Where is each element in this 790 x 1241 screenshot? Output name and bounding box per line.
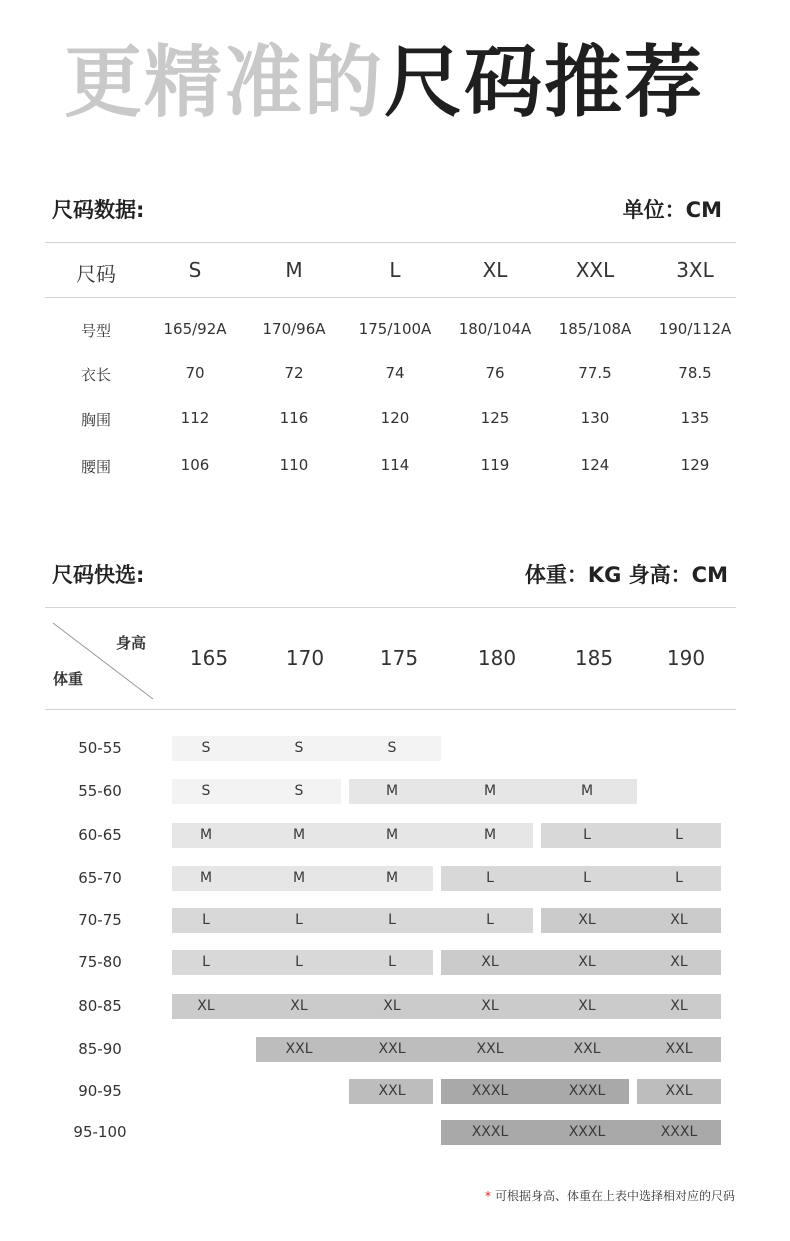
size-cell-label: XXXL [471, 1083, 509, 1099]
size-cell-label: XXXL [660, 1124, 698, 1140]
size-row-label: 号型 [80, 322, 112, 340]
corner-height-label: 身高 [116, 634, 147, 652]
size-cell-label: M [385, 827, 399, 843]
height-header-165: 165 [189, 646, 229, 670]
size-row-label: 衣长 [80, 366, 112, 384]
size-cell-label: L [675, 827, 683, 843]
size-cell-label: L [202, 912, 210, 928]
size-cell-label: L [583, 870, 591, 886]
weight-range-label: 60-65 [78, 826, 122, 844]
size-cell-label: XL [481, 998, 499, 1014]
page-title [64, 38, 704, 128]
footnote-star: * [484, 1189, 491, 1203]
size-cell-label: M [483, 827, 497, 843]
size-table-cell: 114 [380, 456, 410, 474]
size-cell-label: S [387, 740, 397, 756]
size-cell-label: M [483, 783, 497, 799]
size-cell-label: XXL [476, 1041, 504, 1057]
size-header-3xl: 3XL [676, 258, 714, 282]
size-cell-label: L [388, 912, 396, 928]
size-cell-label: XXL [665, 1083, 693, 1099]
size-table-cell: 72 [284, 364, 304, 382]
title-light: 更精准的 [64, 38, 385, 128]
size-table-cell: 76 [485, 364, 505, 382]
height-header-175: 175 [379, 646, 419, 670]
size-cell-label: XXXL [568, 1083, 606, 1099]
size-header-s: S [188, 258, 202, 282]
divider [45, 607, 736, 608]
size-cell-label: L [486, 912, 494, 928]
size-cell-label: XL [383, 998, 401, 1014]
size-table-cell: 120 [380, 409, 410, 427]
size-bar-s [172, 779, 341, 804]
size-table-cell: 116 [279, 409, 309, 427]
size-data-unit: 单位：CM [622, 198, 722, 222]
size-bar-l [541, 823, 721, 848]
size-bar-xl [441, 950, 721, 975]
size-cell-label: S [294, 783, 304, 799]
size-bar-xl [172, 994, 721, 1019]
size-cell-label: XXL [665, 1041, 693, 1057]
height-header-185: 185 [574, 646, 614, 670]
size-table-cell: 190/112A [658, 320, 732, 338]
size-bar-m [172, 823, 533, 848]
height-header-170: 170 [285, 646, 325, 670]
height-header-180: 180 [477, 646, 517, 670]
size-bar-xxl [349, 1079, 433, 1104]
size-table-cell: 185/108A [558, 320, 632, 338]
size-table-cell: 110 [279, 456, 309, 474]
size-cell-label: L [202, 954, 210, 970]
size-data-heading: 尺码数据: [52, 198, 145, 222]
size-row-label: 腰围 [80, 458, 112, 476]
size-table-cell: 74 [385, 364, 405, 382]
size-bar-l [172, 908, 533, 933]
size-table-cell: 180/104A [458, 320, 532, 338]
size-bar-l [441, 866, 721, 891]
size-bar-xxl [256, 1037, 721, 1062]
size-table-cell: 70 [185, 364, 205, 382]
size-table-cell: 129 [680, 456, 710, 474]
size-table-cell: 106 [180, 456, 210, 474]
size-table-cell: 112 [180, 409, 210, 427]
size-bar-s [172, 736, 441, 761]
size-cell-label: XL [578, 998, 596, 1014]
weight-range-label: 70-75 [78, 911, 122, 929]
size-table-cell: 124 [580, 456, 610, 474]
divider [45, 242, 736, 243]
size-table-cell: 77.5 [578, 364, 612, 382]
size-bar-xxl [637, 1079, 721, 1104]
size-cell-label: M [199, 870, 213, 886]
weight-range-label: 90-95 [78, 1082, 122, 1100]
size-cell-label: XL [290, 998, 308, 1014]
size-cell-label: S [201, 740, 211, 756]
size-table-cell: 175/100A [358, 320, 432, 338]
size-table-cell: 125 [480, 409, 510, 427]
size-bar-m [172, 866, 433, 891]
size-header-xl: XL [482, 258, 508, 282]
size-bar-xl [541, 908, 721, 933]
size-cell-label: XXL [378, 1041, 406, 1057]
size-cell-label: L [486, 870, 494, 886]
weight-range-label: 85-90 [78, 1040, 122, 1058]
size-cell-label: S [201, 783, 211, 799]
size-cell-label: XL [197, 998, 215, 1014]
weight-range-label: 50-55 [78, 739, 122, 757]
size-cell-label: XL [578, 912, 596, 928]
quick-select-unit: 体重：KG 身高：CM [524, 563, 728, 587]
divider [45, 709, 736, 710]
size-header-l: L [389, 258, 401, 282]
size-table-cell: 78.5 [678, 364, 712, 382]
size-cell-label: M [385, 783, 399, 799]
size-bar-xxxl [441, 1120, 721, 1145]
weight-range-label: 95-100 [73, 1123, 127, 1141]
size-cell-label: M [292, 827, 306, 843]
size-cell-label: XL [670, 912, 688, 928]
size-cell-label: L [295, 954, 303, 970]
weight-range-label: 80-85 [78, 997, 122, 1015]
size-cell-label: XL [481, 954, 499, 970]
size-cell-label: M [580, 783, 594, 799]
size-header-label: 尺码 [76, 262, 116, 286]
size-cell-label: XXL [378, 1083, 406, 1099]
size-cell-label: XXL [573, 1041, 601, 1057]
divider [45, 297, 736, 298]
footnote-text: 可根据身高、体重在上表中选择相对应的尺码 [494, 1189, 735, 1203]
size-cell-label: L [675, 870, 683, 886]
corner-weight-label: 体重 [53, 670, 84, 688]
size-cell-label: M [385, 870, 399, 886]
size-cell-label: S [294, 740, 304, 756]
size-header-xxl: XXL [575, 258, 615, 282]
size-cell-label: L [583, 827, 591, 843]
size-cell-label: M [199, 827, 213, 843]
size-cell-label: XL [578, 954, 596, 970]
size-header-m: M [285, 258, 303, 282]
size-cell-label: XXXL [471, 1124, 509, 1140]
size-cell-label: XXXL [568, 1124, 606, 1140]
size-table-cell: 165/92A [163, 320, 227, 338]
size-cell-label: L [388, 954, 396, 970]
size-bar-m [349, 779, 637, 804]
weight-range-label: 65-70 [78, 869, 122, 887]
size-cell-label: M [292, 870, 306, 886]
size-cell-label: L [295, 912, 303, 928]
size-table-cell: 119 [480, 456, 510, 474]
height-header-190: 190 [666, 646, 706, 670]
size-row-label: 胸围 [80, 411, 112, 429]
size-table-cell: 170/96A [262, 320, 326, 338]
weight-range-label: 55-60 [78, 782, 122, 800]
size-bar-l [172, 950, 433, 975]
quick-select-heading: 尺码快选: [52, 563, 145, 587]
size-cell-label: XL [670, 998, 688, 1014]
footnote [485, 1187, 735, 1204]
title-dark: 尺码推荐 [384, 38, 705, 128]
size-cell-label: XXL [285, 1041, 313, 1057]
size-table-cell: 135 [680, 409, 710, 427]
size-table-cell: 130 [580, 409, 610, 427]
size-cell-label: XL [670, 954, 688, 970]
weight-range-label: 75-80 [78, 953, 122, 971]
size-bar-xxxl [441, 1079, 629, 1104]
